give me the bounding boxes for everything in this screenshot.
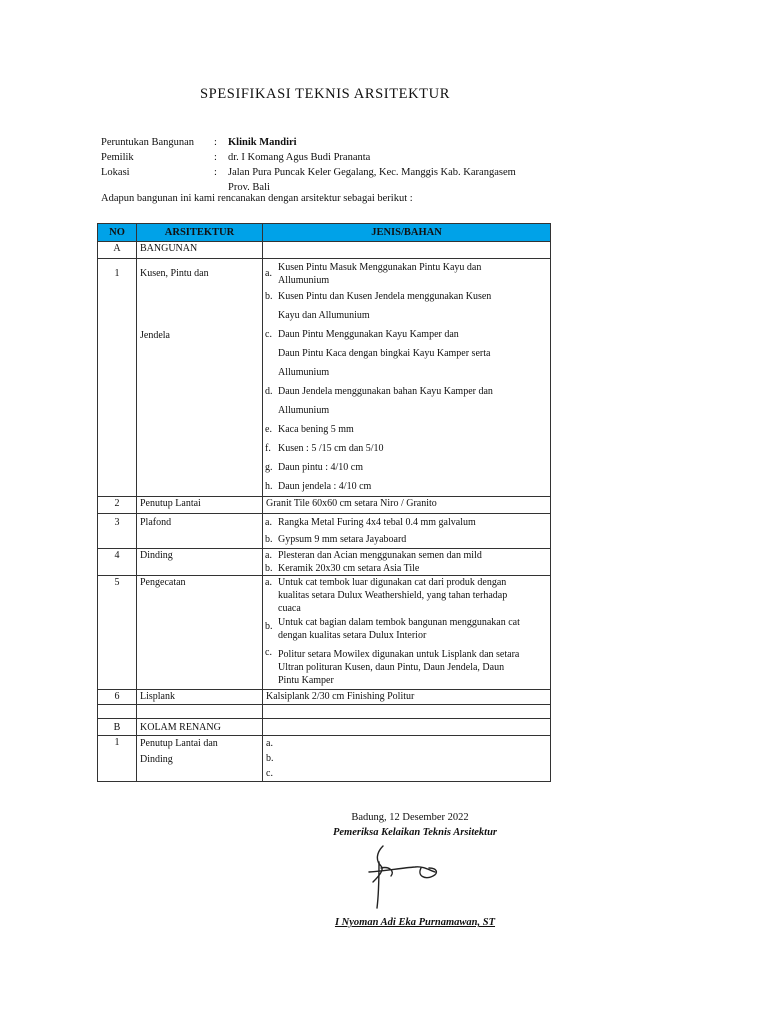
list-item	[266, 549, 547, 562]
list-text: cuaca	[278, 603, 301, 614]
table-header-row	[98, 224, 551, 242]
row-value	[263, 576, 551, 690]
section-label: KOLAM RENANG	[137, 719, 263, 736]
table-row	[98, 690, 551, 705]
row-label-line: Dinding	[140, 754, 173, 765]
row-value	[263, 259, 551, 497]
info-label: Peruntukan Bangunan	[101, 137, 195, 148]
list-item	[266, 531, 547, 548]
list-text: Ultran polituran Kusen, daun Pintu, Daun Jendela, Daun	[278, 662, 505, 673]
table-row	[98, 259, 551, 497]
section-no: B	[98, 719, 137, 736]
list-text: Allumunium	[278, 367, 330, 378]
section-no: A	[98, 242, 137, 259]
list-item	[266, 576, 547, 615]
empty-cell	[263, 705, 551, 719]
list-marker: g.	[265, 462, 273, 473]
list-text: Untuk cat tembok luar digunakan cat dari produk dengan	[278, 577, 507, 588]
section-label: BANGUNAN	[137, 242, 263, 259]
list-marker: a.	[265, 268, 272, 279]
list-text: Allumunium	[278, 275, 330, 286]
list-text: Daun Pintu Kaca dengan bingkai Kayu Kamper serta	[278, 348, 491, 359]
row-label: Lisplank	[137, 690, 263, 705]
list-item	[266, 325, 547, 382]
row-value: Kalsiplank 2/30 cm Finishing Politur	[263, 690, 551, 705]
spec-table	[97, 223, 551, 782]
list-marker: b.	[265, 291, 273, 302]
header-no: NO	[98, 224, 137, 242]
table-row	[98, 514, 551, 549]
info-value: Jalan Pura Puncak Keler Gegalang, Kec. Manggis Kab. Karangasem	[228, 167, 516, 178]
row-label: Dinding	[137, 549, 263, 576]
list-text: Daun jendela : 4/10 cm	[278, 481, 372, 492]
list-text: Kayu dan Allumunium	[278, 310, 370, 321]
list-item	[266, 648, 547, 689]
row-label: Plafond	[137, 514, 263, 549]
table-row	[98, 576, 551, 690]
list-item	[266, 477, 547, 496]
list-marker: a.	[265, 577, 272, 588]
list-item	[266, 287, 547, 325]
list-text: Politur setara Mowilex digunakan untuk Lisplank dan setara	[278, 649, 520, 660]
signature-name: I Nyoman Adi Eka Purnamawan, ST	[334, 917, 496, 928]
list-item	[266, 458, 547, 477]
list-marker: b.	[265, 534, 273, 545]
row-no: 1	[98, 736, 137, 782]
row-value: Granit Tile 60x60 cm setara Niro / Granito	[263, 497, 551, 514]
empty-cell	[98, 705, 137, 719]
list-marker: c.	[266, 768, 273, 779]
info-row-peruntukan	[0, 135, 768, 151]
info-colon: :	[214, 167, 217, 178]
signature-place-date: Badung, 12 Desember 2022	[351, 812, 469, 823]
table-row	[98, 736, 551, 782]
table-row	[98, 549, 551, 576]
row-label-line: Jendela	[140, 330, 170, 341]
list-marker: a.	[266, 738, 273, 749]
list-marker: h.	[265, 481, 273, 492]
row-label: Pengecatan	[137, 576, 263, 690]
row-label-line: Kusen, Pintu dan	[140, 268, 209, 279]
handwritten-signature	[355, 838, 465, 910]
list-text: Kusen Pintu dan Kusen Jendela menggunakan Kusen	[278, 291, 492, 302]
info-value: dr. I Komang Agus Budi Prananta	[228, 152, 371, 163]
list-text: Daun Pintu Menggunakan Kayu Kamper dan	[278, 329, 459, 340]
info-value: Klinik Mandiri	[228, 137, 297, 148]
section-row-b	[98, 719, 551, 736]
list-text: Daun pintu : 4/10 cm	[278, 462, 363, 473]
list-text: kualitas setara Dulux Weathershield, yang tahan terhadap	[278, 590, 508, 601]
intro-text: Adapun bangunan ini kami rencanakan dengan arsitektur sebagai berikut :	[101, 193, 413, 204]
list-item	[266, 439, 547, 458]
row-no: 4	[98, 549, 137, 576]
info-label: Pemilik	[101, 152, 134, 163]
empty-row	[98, 705, 551, 719]
header-arsitektur: ARSITEKTUR	[137, 224, 263, 242]
list-marker: e.	[265, 424, 272, 435]
table-row	[98, 497, 551, 514]
list-item	[266, 514, 547, 531]
list-marker: c.	[265, 647, 272, 658]
list-text: Gypsum 9 mm setara Jayaboard	[278, 534, 407, 545]
row-no: 1	[98, 259, 137, 497]
signature-role: Pemeriksa Kelaikan Teknis Arsitektur	[332, 827, 498, 838]
list-item	[266, 420, 547, 439]
page-title: SPESIFIKASI TEKNIS ARSITEKTUR	[200, 86, 450, 102]
list-marker: b.	[265, 621, 273, 632]
row-no: 5	[98, 576, 137, 690]
info-colon: :	[214, 137, 217, 148]
list-marker: b.	[266, 753, 274, 764]
info-value-line2: Prov. Bali	[228, 182, 270, 193]
list-text: Kaca bening 5 mm	[278, 424, 354, 435]
row-label: Penutup Lantai	[137, 497, 263, 514]
row-no: 2	[98, 497, 137, 514]
list-item	[266, 616, 547, 642]
list-item	[266, 260, 547, 287]
empty-cell	[137, 705, 263, 719]
row-value	[263, 514, 551, 549]
row-no: 6	[98, 690, 137, 705]
list-text: Kusen : 5 /15 cm dan 5/10	[278, 443, 384, 454]
row-value	[263, 736, 551, 782]
row-label	[137, 736, 263, 782]
list-text: Allumunium	[278, 405, 330, 416]
row-label-line: Penutup Lantai dan	[140, 738, 218, 749]
list-marker: c.	[265, 329, 272, 340]
list-marker: d.	[265, 386, 273, 397]
list-item	[266, 562, 547, 575]
list-text: Pintu Kamper	[278, 675, 334, 686]
list-text: Plesteran dan Acian menggunakan semen dan mild	[278, 550, 482, 561]
section-row-a	[98, 242, 551, 259]
row-label	[137, 259, 263, 497]
list-marker: a.	[265, 550, 272, 561]
list-text: Keramik 20x30 cm setara Asia Tile	[278, 563, 420, 574]
list-item	[266, 382, 547, 420]
list-text: Daun Jendela menggunakan bahan Kayu Kamper dan	[278, 386, 493, 397]
empty-cell	[263, 719, 551, 736]
empty-cell	[263, 242, 551, 259]
list-marker: b.	[265, 563, 273, 574]
list-text: Rangka Metal Furing 4x4 tebal 0.4 mm galvalum	[278, 517, 476, 528]
info-row-pemilik	[0, 150, 768, 166]
list-text: Kusen Pintu Masuk Menggunakan Pintu Kayu dan	[278, 262, 482, 273]
row-no: 3	[98, 514, 137, 549]
header-jenis: JENIS/BAHAN	[263, 224, 551, 242]
list-marker: a.	[265, 517, 272, 528]
list-text: dengan kualitas setara Dulux Interior	[278, 630, 427, 641]
list-text: Untuk cat bagian dalam tembok bangunan menggunakan cat	[278, 617, 520, 628]
info-label: Lokasi	[101, 167, 130, 178]
list-marker: f.	[265, 443, 271, 454]
info-colon: :	[214, 152, 217, 163]
row-value	[263, 549, 551, 576]
